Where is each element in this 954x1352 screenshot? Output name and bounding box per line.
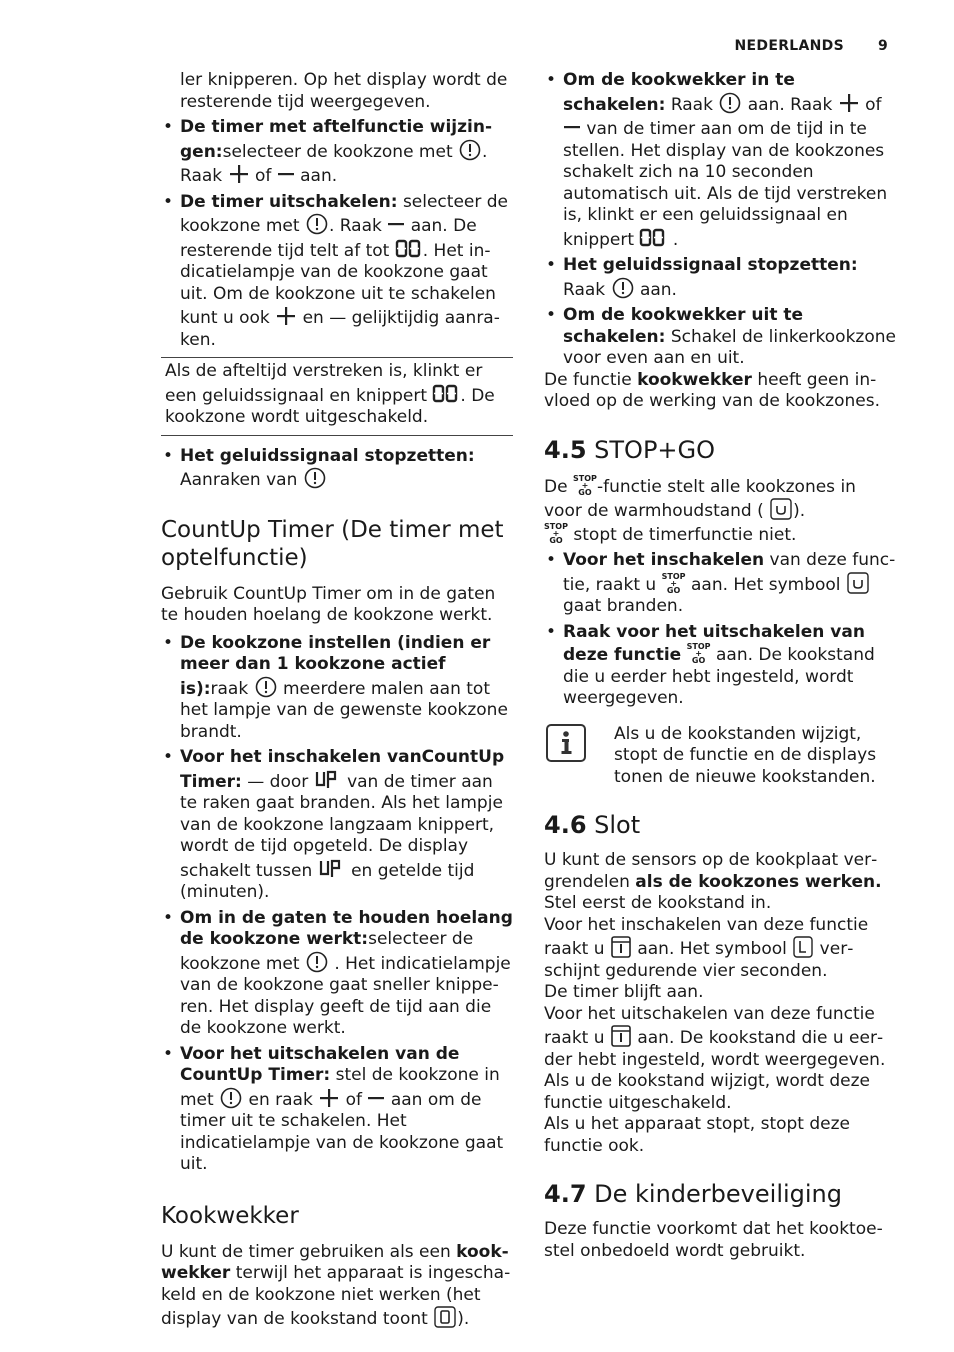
heading-4-5: 4.5 STOP+GO bbox=[544, 435, 716, 464]
plus-icon bbox=[838, 92, 860, 114]
plus-icon bbox=[318, 1087, 340, 1109]
paragraph-continued: ler knipperen. Op het display wordt de resterende tijd weergegeven. bbox=[180, 70, 508, 112]
list-item: • Om de kookwekker uit te schakelen: Schakel de linkerkookzone voor even aan en uit. bbox=[544, 305, 896, 370]
page-header bbox=[735, 38, 888, 54]
display-00-icon bbox=[432, 383, 460, 405]
list-item: • Voor het uitschakelen van de CountUp Timer: stel de kookzone in met en raak of aan om de timer uit te schakelen. Het indicatielampje van de kookzone gaat uit. bbox=[161, 1044, 513, 1176]
power-sensor-icon bbox=[303, 467, 327, 489]
power-sensor-icon bbox=[305, 213, 329, 235]
left-column bbox=[161, 70, 513, 1331]
heading-4-7: 4.7 De kinderbeveiliging bbox=[544, 1180, 842, 1208]
minus-icon bbox=[387, 213, 405, 235]
signal-list bbox=[161, 446, 513, 492]
list-item: • Het geluidssignaal stopzetten: Raak aan. bbox=[544, 255, 896, 301]
stop-go-icon: STOP + GO bbox=[573, 473, 597, 497]
timer-list bbox=[161, 117, 513, 351]
plus-icon bbox=[275, 305, 297, 327]
minus-icon bbox=[367, 1087, 385, 1109]
note-box: Als de afteltijd verstreken is, klinkt er een geluidssignaal en knippert . De kookzone wordt uitgeschakeld. bbox=[161, 357, 513, 436]
kookwekker-list bbox=[544, 70, 896, 370]
heading-4-6: 4.6 Slot bbox=[544, 811, 641, 839]
keep-warm-icon bbox=[769, 498, 793, 520]
list-item: • De timer uitschakelen: selecteer de kookzone met . Raak aan. De resterende tijd telt af tot . Het indicatielampje van de kookzone gaat uit. Om de kookzone uit te schakelen kunt u ook en — gelijktijdig aanraken. bbox=[161, 192, 513, 352]
lock-symbol-icon bbox=[792, 936, 814, 958]
power-sensor-icon bbox=[219, 1087, 243, 1109]
display-0-icon bbox=[433, 1306, 457, 1328]
list-item: • Voor het inschakelen van deze functie, raakt u STOP + GO aan. Het symbool gaat branden. bbox=[544, 550, 896, 618]
paragraph: Deze functie voorkomt dat het kooktoestel onbedoeld wordt gebruikt. bbox=[544, 1219, 883, 1261]
paragraph: U kunt de sensors op de kookplaat vergrendelen als de kookzones werken. Stel eerst de kookstand in. Voor het inschakelen van deze functie raakt u aan. Het symbool verschijnt gedurende vier seconden. De timer blijft aan. Voor het uitschakelen van deze functie raakt u aan. De kookstand die u eerder hebt ingesteld, wordt weergegeven. Als u de kookstand wijzigt, wordt deze functie uitgeschakeld. Als u het apparaat stopt, stopt deze functie ook. bbox=[544, 850, 886, 1156]
minus-icon bbox=[563, 116, 581, 138]
stop-go-icon: STOP + GO bbox=[686, 642, 711, 665]
plus-icon bbox=[228, 163, 250, 185]
list-item: • Raak voor het uitschakelen van deze functie STOP + GO aan. De kookstand die u eerder hebt ingesteld, wordt weergegeven. bbox=[544, 622, 896, 710]
paragraph: De STOP + GO -functie stelt alle kookzones in voor de warmhoudstand ( ). STOP + GO stopt de timerfunctie niet. bbox=[544, 473, 856, 545]
info-text: Als u de kookstanden wijzigt, stopt de functie en de displays tonen de nieuwe kookstanden. bbox=[614, 723, 877, 787]
paragraph: U kunt de timer gebruiken als een kookwekker terwijl het apparaat is ingeschakeld en de kookzone niet werken (het display van de kookstand toont ). bbox=[161, 1241, 511, 1329]
stopgo-list bbox=[544, 550, 896, 710]
info-note bbox=[544, 724, 896, 789]
keep-warm-icon bbox=[846, 572, 870, 594]
stop-go-icon: STOP + GO bbox=[661, 571, 686, 595]
display-00-icon bbox=[639, 227, 667, 249]
display-up-icon bbox=[318, 858, 346, 880]
display-up-icon bbox=[314, 769, 342, 791]
page-number: 9 bbox=[877, 38, 888, 54]
power-sensor-icon bbox=[254, 676, 278, 698]
heading-kookwekker: Kookwekker bbox=[161, 1202, 299, 1229]
paragraph: De functie kookwekker heeft geen invloed op de werking van de kookzones. bbox=[544, 369, 880, 411]
power-sensor-icon bbox=[611, 277, 635, 299]
list-item: • Voor het inschakelen vanCountUp Timer: — door van de timer aan te raken gaat branden. Als het lampje van de kookzone langzaam knippert, wordt de tijd opgeteld. De display schakelt tussen en getelde tijd (minuten). bbox=[161, 747, 513, 904]
info-icon bbox=[546, 724, 586, 762]
power-sensor-icon bbox=[718, 92, 742, 114]
heading-countup-timer: CountUp Timer (De timer met optelfunctie) bbox=[161, 516, 504, 571]
list-item: • Om de kookwekker in te schakelen: Raak aan. Raak of van de timer aan om de tijd in te stellen. Het display van de kookzones schakelt zich na 10 seconden automatisch uit. Als de tijd verstreken is, klinkt er een geluidssignaal en knippert . bbox=[544, 70, 896, 251]
paragraph: Gebruik CountUp Timer om in de gaten te houden hoelang de kookzone werkt. bbox=[161, 583, 496, 625]
power-sensor-icon bbox=[458, 139, 482, 161]
display-00-icon bbox=[395, 238, 423, 260]
stop-go-icon: STOP + GO bbox=[544, 521, 568, 545]
list-item: • De timer met aftelfunctie wijzingen:selecteer de kookzone met . Raak of aan. bbox=[161, 117, 513, 188]
list-item: • Om in de gaten te houden hoelang de kookzone werkt:selecteer de kookzone met . Het indicatielampje van de kookzone gaat sneller knipperen. Het display geeft de tijd aan die de kookzone werkt. bbox=[161, 908, 513, 1040]
power-sensor-icon bbox=[305, 951, 329, 973]
countup-list bbox=[161, 633, 513, 1176]
list-item: • Het geluidssignaal stopzetten: Aanraken van bbox=[161, 446, 513, 492]
right-column bbox=[544, 70, 896, 1262]
header-language: NEDERLANDS bbox=[734, 38, 844, 54]
lock-sensor-icon bbox=[610, 1025, 632, 1047]
lock-sensor-icon bbox=[610, 936, 632, 958]
minus-icon bbox=[277, 163, 295, 185]
list-item: • De kookzone instellen (indien er meer dan 1 kookzone actief is):raak meerdere malen aan tot het lampje van de gewenste kookzone brandt. bbox=[161, 633, 513, 744]
